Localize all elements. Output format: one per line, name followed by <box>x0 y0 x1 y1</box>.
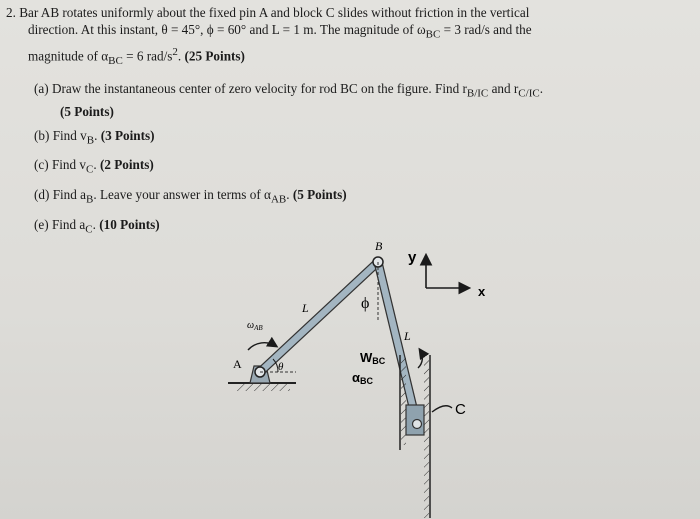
part-c-end: . <box>93 157 100 173</box>
part-a-points: (5 Points) <box>60 103 114 119</box>
part-a-sub2: C/IC <box>518 87 540 100</box>
part-e-sub: C <box>85 223 93 236</box>
part-a-label: (a) <box>34 81 49 96</box>
part-d-end2: . <box>286 186 293 202</box>
c-pointer-icon <box>432 406 452 412</box>
problem-points: (25 Points) <box>184 48 245 64</box>
omega-ab-arrow-icon <box>248 343 276 350</box>
part-b-label: (b) <box>34 127 50 143</box>
part-b-points: (3 Points) <box>100 127 155 143</box>
part-c-points: (2 Points) <box>99 157 154 173</box>
part-c-label: (c) <box>34 157 49 173</box>
part-e-end: . <box>92 216 100 232</box>
label-phi: ϕ <box>361 295 370 312</box>
part-c-text: Find v <box>51 157 87 173</box>
part-b-text: Find v <box>52 127 87 143</box>
part-d-label: (d) <box>34 186 50 202</box>
problem-line-3-tail: . <box>177 48 185 64</box>
units-superscript: 2 <box>172 45 178 58</box>
part-e-text: Find a <box>51 216 86 232</box>
problem-number: 2. <box>6 5 16 20</box>
part-d-sub: B <box>86 193 94 206</box>
problem-line-3: magnitude of α <box>28 48 109 64</box>
part-a-sub1: B/IC <box>466 87 489 100</box>
problem-line-3-mid: = 6 rad/s <box>122 48 173 64</box>
slider-guide <box>400 355 430 518</box>
problem-line-2: direction. At this instant, θ = 45°, ϕ = 60° and L = 1 m. The magnitude of ω <box>28 22 426 37</box>
label-omega-ab: $\omega_{AB}$ <box>247 320 263 332</box>
label-x: x <box>478 284 486 299</box>
part-a-and: and r <box>488 81 519 96</box>
label-b: B <box>375 239 383 253</box>
part-c-sub: C <box>86 163 94 176</box>
label-c: C <box>455 401 466 418</box>
part-e-label: (e) <box>34 216 49 232</box>
block-c <box>406 405 424 435</box>
part-a-end: . <box>539 81 543 96</box>
part-d-sub2: AB <box>270 193 287 206</box>
label-alpha-bc: αBC <box>352 370 373 386</box>
part-d-points: (5 Points) <box>292 186 347 202</box>
coordinate-axes <box>426 256 468 288</box>
part-b-sub: B <box>86 134 95 147</box>
part-e-points: (10 Points) <box>99 216 160 232</box>
label-omega-bc: WBC <box>360 350 386 366</box>
part-d-text: Find a <box>52 186 87 202</box>
part-a-text: Draw the instantaneous center of zero velocity for rod BC on the figure. Find r <box>51 81 467 96</box>
problem-line-2-tail: = 3 rad/s and the <box>440 22 532 37</box>
label-a: A <box>233 357 242 371</box>
omega-bc-subscript: BC <box>425 28 441 41</box>
label-theta: θ <box>278 361 284 373</box>
alpha-bc-subscript: BC <box>108 54 123 67</box>
omega-bc-arrow-icon <box>418 350 422 368</box>
label-l-ab: L <box>302 301 309 315</box>
label-l-bc: L <box>404 329 411 343</box>
problem-line-1: Bar AB rotates uniformly about the fixed pin A and block C slides without friction in the vertical <box>19 5 530 20</box>
part-b-end: . <box>94 127 101 143</box>
label-y: y <box>408 249 417 266</box>
part-d-end: . Leave your answer in terms of α <box>93 186 271 202</box>
bar-bc <box>378 262 417 424</box>
